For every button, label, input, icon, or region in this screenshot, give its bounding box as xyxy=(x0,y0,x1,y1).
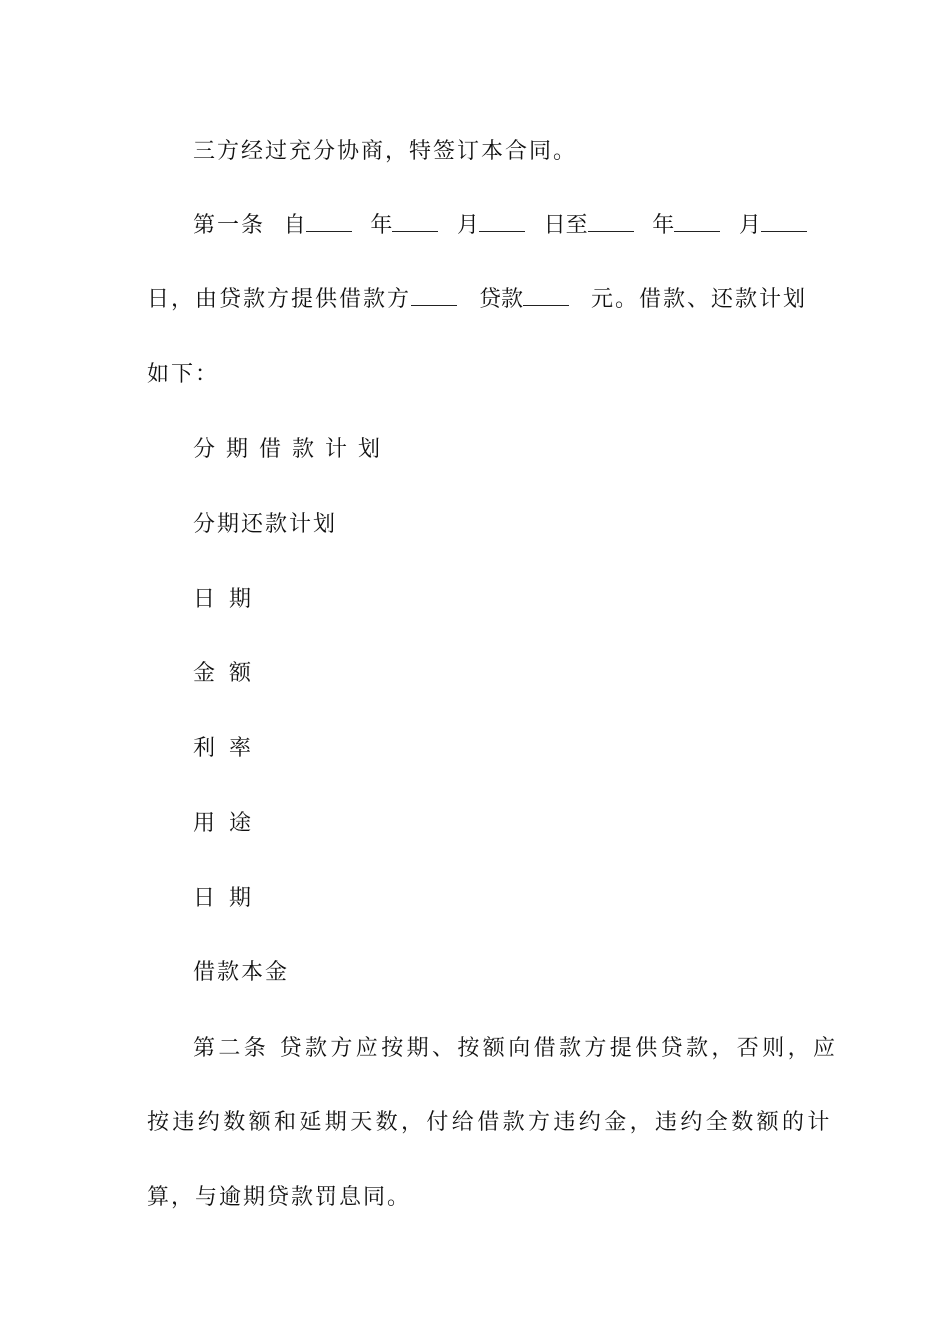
blank-field xyxy=(588,211,634,232)
text-from: 自 xyxy=(283,213,306,238)
blank-field xyxy=(411,285,457,306)
text-year: 年 xyxy=(370,213,393,238)
day-to-segment xyxy=(544,211,634,241)
table-cell-principal: 借款本金 xyxy=(193,960,290,985)
article-two-line-3: 算，与逾期贷款罚息同。 xyxy=(147,1185,412,1210)
loan-amount-segment xyxy=(479,285,569,315)
date-from-segment xyxy=(284,211,352,241)
table-cell-date-2: 日期 xyxy=(193,886,266,911)
blank-field xyxy=(306,211,352,232)
year-segment xyxy=(370,211,438,241)
article-one-line-3: 如下： xyxy=(147,362,220,387)
text-provider: 日，由贷款方提供借款方 xyxy=(147,287,412,312)
loan-provider-segment xyxy=(147,285,457,315)
article-one-line-2 xyxy=(147,285,807,315)
article-two-line-1: 第二条 贷款方应按期、按额向借款方提供贷款，否则，应 xyxy=(193,1036,839,1061)
month2-segment xyxy=(739,211,807,241)
article-two-line-2: 按违约数额和延期天数，付给借款方违约金，违约全数额的计 xyxy=(147,1110,833,1135)
text-day-to: 日至 xyxy=(543,213,588,238)
table-heading-loan-plan: 分期借款计划 xyxy=(193,437,392,462)
text-month: 月 xyxy=(456,213,479,238)
text-plan: 元。借款、还款计划 xyxy=(590,287,807,312)
article-one-line-1 xyxy=(193,211,807,241)
table-cell-amount: 金额 xyxy=(193,661,266,686)
table-cell-rate: 利率 xyxy=(193,736,266,761)
blank-field xyxy=(674,211,720,232)
table-cell-date: 日期 xyxy=(193,587,266,612)
paragraph-intro: 三方经过充分协商，特签订本合同。 xyxy=(193,139,578,164)
text-month-2: 月 xyxy=(738,213,761,238)
blank-field xyxy=(523,285,569,306)
article-one-label: 第一条 xyxy=(193,213,266,238)
month-segment xyxy=(457,211,525,241)
text-year-2: 年 xyxy=(652,213,675,238)
blank-field xyxy=(392,211,438,232)
table-cell-purpose: 用途 xyxy=(193,811,266,836)
blank-field xyxy=(479,211,525,232)
table-heading-repay-plan: 分期还款计划 xyxy=(193,512,338,537)
text-loan: 贷款 xyxy=(478,287,523,312)
blank-field xyxy=(761,211,807,232)
year2-segment xyxy=(652,211,720,241)
